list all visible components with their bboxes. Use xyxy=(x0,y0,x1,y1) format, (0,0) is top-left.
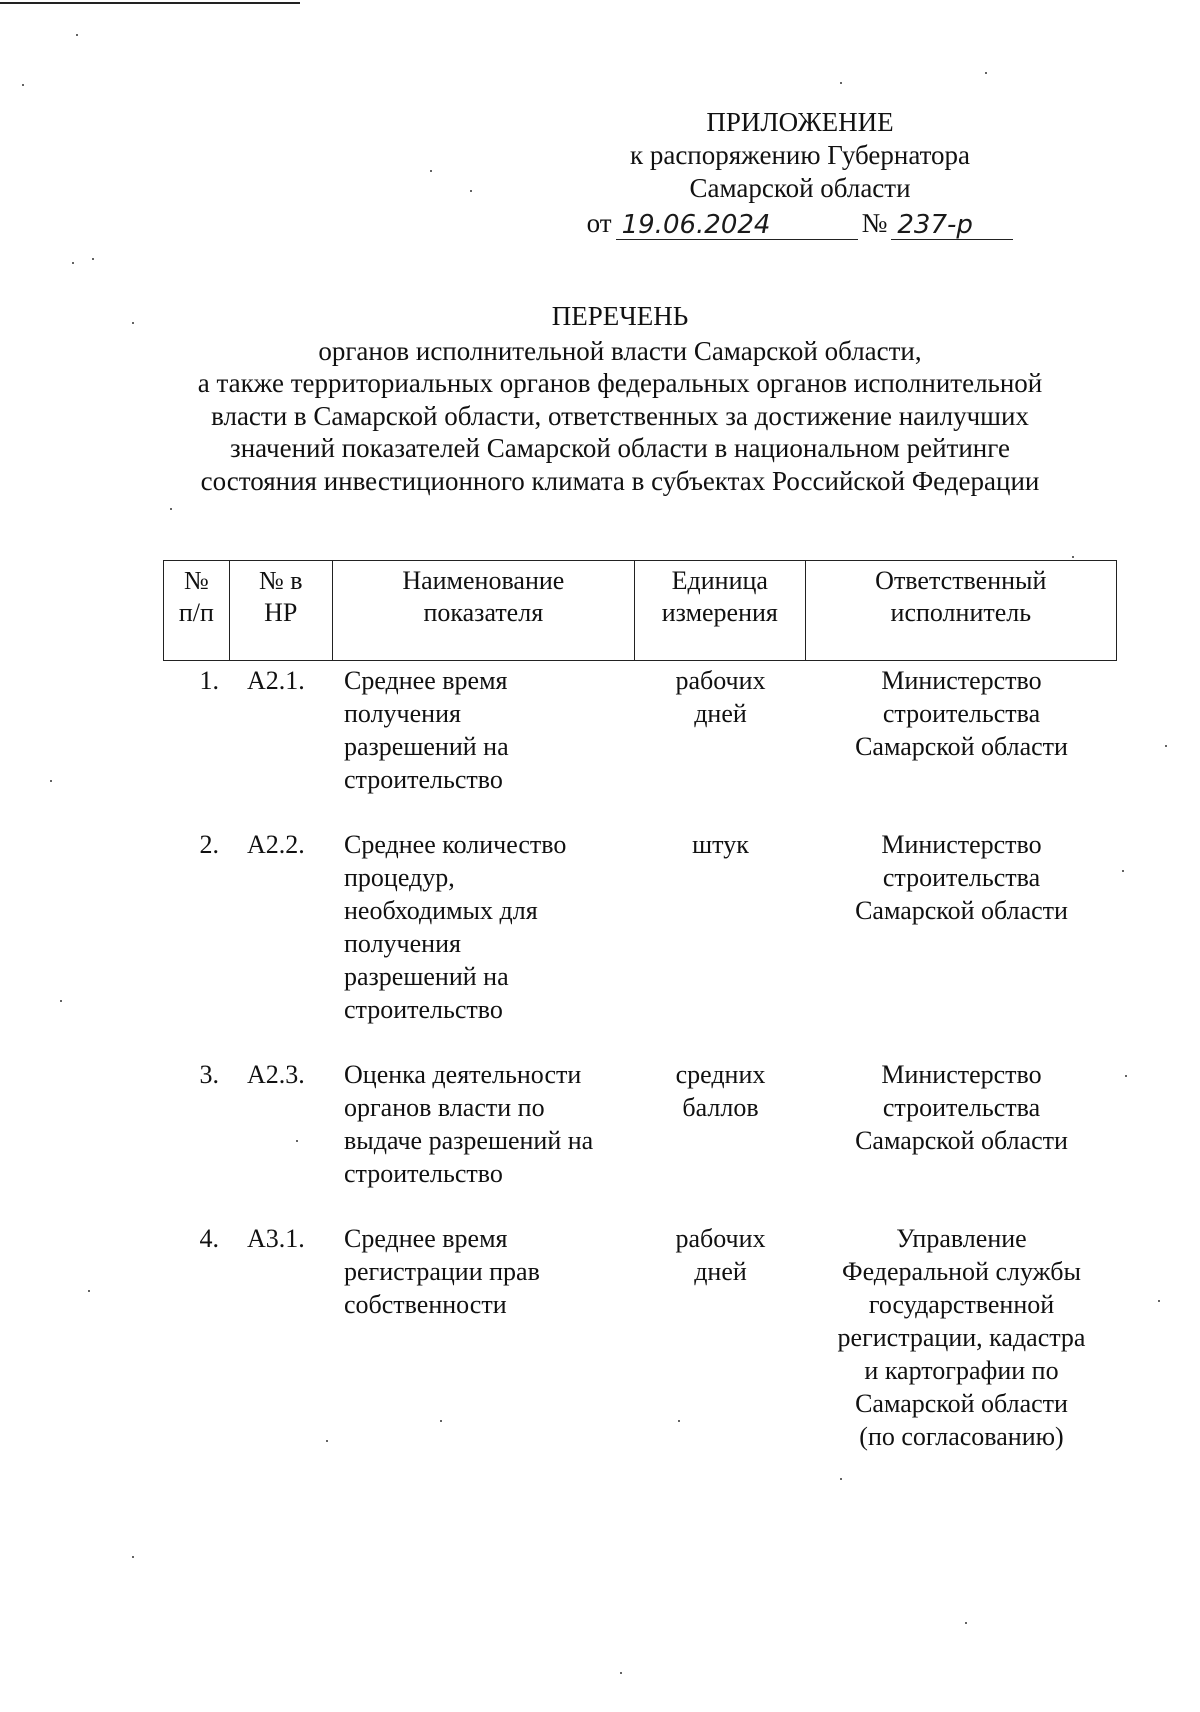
responsible-line: строительства xyxy=(882,1093,1041,1122)
header-no-line-2: п/п xyxy=(178,598,214,627)
name-line: Оценка деятельности xyxy=(344,1060,582,1089)
table-row xyxy=(163,828,1117,1026)
row-number: 1. xyxy=(199,666,219,695)
header-name-line-1: Наименование xyxy=(402,566,565,595)
row-number: 2. xyxy=(199,830,219,859)
header-no-line-1: № xyxy=(184,566,209,595)
responsible-line: строительства xyxy=(882,863,1041,892)
subtitle-line-1: органов исполнительной власти Самарской области, xyxy=(318,335,922,366)
subtitle-line-4: значений показателей Самарской области в национальном рейтинге xyxy=(230,433,1010,463)
row-indicator-name xyxy=(332,664,635,796)
row-responsible xyxy=(806,664,1117,796)
row-number: 4. xyxy=(199,1224,219,1253)
appendix-title: ПРИЛОЖЕНИЕ xyxy=(706,107,894,137)
subtitle-line-3: власти в Самарской области, ответственных за достижение наилучших xyxy=(211,400,1029,431)
header-name xyxy=(333,561,635,660)
responsible-line: Самарской области xyxy=(855,732,1068,761)
row-code: А3.1. xyxy=(247,1224,305,1253)
name-line: разрешений на xyxy=(344,732,509,761)
row-indicator-name xyxy=(332,1222,635,1453)
header-responsible-line-2: исполнитель xyxy=(890,598,1032,627)
name-line: получения xyxy=(344,699,461,728)
responsible-line: регистрации, кадастра xyxy=(837,1323,1086,1352)
name-line: разрешений на xyxy=(344,962,509,991)
name-line: строительство xyxy=(344,1159,503,1188)
row-indicator-name xyxy=(332,828,635,1026)
from-label: от xyxy=(586,208,612,238)
responsible-line: Министерство xyxy=(881,666,1042,695)
scan-edge-line xyxy=(0,2,300,4)
header-no xyxy=(164,561,230,660)
name-line: необходимых для xyxy=(344,896,538,925)
unit-line: дней xyxy=(694,1257,747,1286)
appendix-line-2: Самарской области xyxy=(689,173,911,203)
unit-line: рабочих xyxy=(675,666,766,695)
subtitle-line-2: а также территориальных органов федеральных органов исполнительной xyxy=(197,368,1043,398)
responsible-line: строительства xyxy=(882,699,1041,728)
unit-line: средних xyxy=(675,1060,766,1089)
handwritten-date: 19.06.2024 xyxy=(616,211,858,240)
responsible-line: Управление xyxy=(896,1224,1027,1253)
responsible-line: Самарской области xyxy=(855,1126,1068,1155)
responsible-line: Самарской области xyxy=(855,1389,1068,1418)
row-unit xyxy=(635,828,806,1026)
row-unit xyxy=(635,664,806,796)
name-line: органов власти по xyxy=(344,1093,545,1122)
row-indicator-name xyxy=(332,1058,635,1190)
handwritten-number: 237-р xyxy=(891,211,1013,240)
row-unit xyxy=(635,1058,806,1190)
table-row xyxy=(163,1222,1117,1453)
table-row xyxy=(163,664,1117,796)
responsible-line: (по согласованию) xyxy=(859,1422,1064,1451)
header-code xyxy=(230,561,333,660)
responsible-line: Самарской области xyxy=(855,896,1068,925)
table-header xyxy=(163,560,1117,661)
responsible-line: Министерство xyxy=(881,830,1042,859)
header-name-line-2: показателя xyxy=(423,598,544,627)
name-line: строительство xyxy=(344,995,503,1024)
name-line: Среднее время xyxy=(344,666,508,695)
name-line: процедур, xyxy=(344,863,455,892)
appendix-date-number-line xyxy=(520,207,1080,240)
row-code: А2.1. xyxy=(247,666,305,695)
responsible-line: Федеральной службы xyxy=(842,1257,1081,1286)
row-unit xyxy=(635,1222,806,1453)
name-line: Среднее время xyxy=(344,1224,508,1253)
document-heading: ПЕРЕЧЕНЬ xyxy=(551,301,689,331)
header-responsible xyxy=(806,561,1116,660)
row-number: 3. xyxy=(199,1060,219,1089)
header-unit-line-2: измерения xyxy=(661,598,778,627)
name-line: собственности xyxy=(344,1290,507,1319)
unit-line: баллов xyxy=(682,1093,759,1122)
appendix-block xyxy=(520,106,1080,240)
row-code: А2.3. xyxy=(247,1060,305,1089)
header-unit xyxy=(635,561,806,660)
subtitle-line-5: состояния инвестиционного климата в субъектах Российской Федерации xyxy=(200,465,1040,496)
row-responsible xyxy=(806,828,1117,1026)
header-responsible-line-1: Ответственный xyxy=(875,566,1047,595)
name-line: строительство xyxy=(344,765,503,794)
responsible-line: и картографии по xyxy=(864,1356,1059,1385)
row-code: А2.2. xyxy=(247,830,305,859)
document-title-block xyxy=(150,300,1090,497)
unit-line: дней xyxy=(694,699,747,728)
name-line: получения xyxy=(344,929,461,958)
unit-line: рабочих xyxy=(675,1224,766,1253)
responsible-line: Министерство xyxy=(881,1060,1042,1089)
header-unit-line-1: Единица xyxy=(671,566,768,595)
appendix-line-1: к распоряжению Губернатора xyxy=(629,140,971,170)
name-line: выдаче разрешений на xyxy=(344,1126,594,1155)
header-code-line-1: № в xyxy=(258,566,303,595)
responsible-line: государственной xyxy=(868,1290,1055,1319)
table-row xyxy=(163,1058,1117,1190)
name-line: регистрации прав xyxy=(344,1257,540,1286)
row-responsible xyxy=(806,1222,1117,1453)
header-code-line-2: НР xyxy=(264,598,298,627)
number-label: № xyxy=(861,208,888,238)
unit-line: штук xyxy=(692,830,749,859)
name-line: Среднее количество xyxy=(344,830,567,859)
row-responsible xyxy=(806,1058,1117,1190)
